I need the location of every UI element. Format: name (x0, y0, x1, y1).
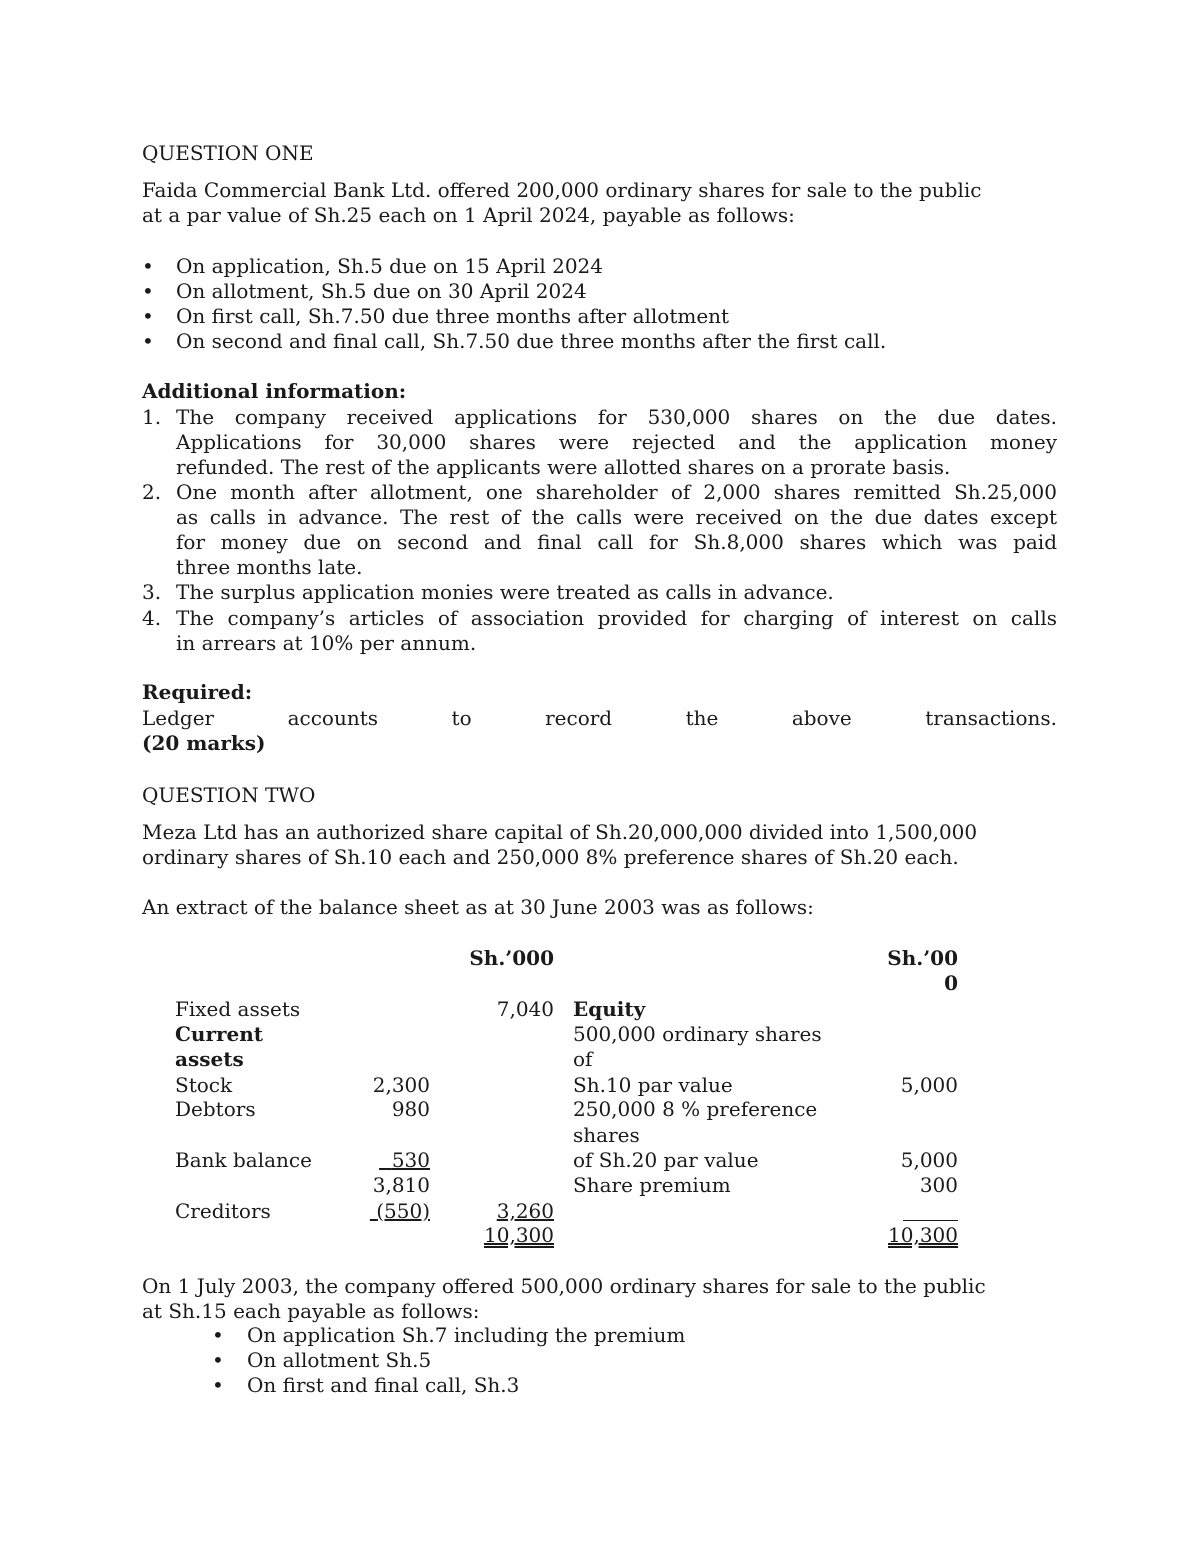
bank-balance-amount: 530 (391, 1148, 430, 1172)
offer-bullet-1: On application Sh.7 including the premium (247, 1323, 686, 1347)
q1-intro-line-2: at a par value of Sh.25 each on 1 April 2024, payable as follows: (142, 203, 795, 227)
question-one-heading: QUESTION ONE (142, 141, 314, 165)
debtors-label: Debtors (175, 1097, 256, 1121)
current-assets-subtotal: 3,810 (372, 1173, 430, 1197)
creditors-label: Creditors (175, 1199, 271, 1223)
required-text: Ledger accounts to record the above transactions. (142, 706, 1057, 730)
q1-intro-line-1: Faida Commercial Bank Ltd. offered 200,000 ordinary shares for sale to the public (142, 178, 982, 202)
preference-shares-line-1: 250,000 8 % preference (573, 1097, 818, 1121)
creditors-amount: (550) (376, 1199, 430, 1223)
preference-shares-line-2: shares (573, 1123, 640, 1147)
bullet-icon: • (142, 304, 154, 328)
ordinary-shares-value: 5,000 (900, 1073, 958, 1097)
offer-bullet-3: On first and final call, Sh.3 (247, 1373, 520, 1397)
item-2-line-1: One month after allotment, one shareholder of 2,000 shares remitted Sh.25,000 (176, 480, 1057, 504)
offer-bullet-2: On allotment Sh.5 (247, 1348, 432, 1372)
item-1-line-3: refunded. The rest of the applicants were allotted shares on a prorate basis. (176, 455, 951, 479)
creditors-value (340, 1199, 430, 1224)
right-total-value: 10,300 (888, 1223, 958, 1247)
q2-intro-line-2: ordinary shares of Sh.10 each and 250,000 8% preference shares of Sh.20 each. (142, 845, 959, 869)
q2-intro-line-1: Meza Ltd has an authorized share capital of Sh.20,000,000 divided into 1,500,000 (142, 820, 978, 844)
preference-shares-line-3: of Sh.20 par value (573, 1148, 759, 1172)
right-column-header-wrap: 0 (944, 971, 958, 995)
bullet-icon: • (212, 1323, 224, 1347)
question-two-heading: QUESTION TWO (142, 783, 316, 807)
current-assets-label: Current (175, 1022, 264, 1046)
item-2-line-3: for money due on second and final call for Sh.8,000 shares which was paid (176, 530, 1057, 554)
right-column-header: Sh.’00 (887, 946, 958, 970)
offer-line-2: at Sh.15 each payable as follows: (142, 1299, 480, 1323)
share-premium-value: 300 (919, 1173, 958, 1197)
bullet-icon: • (142, 254, 154, 278)
bank-balance-label: Bank balance (175, 1148, 312, 1172)
q1-bullet-3: On first call, Sh.7.50 due three months after allotment (176, 304, 730, 328)
q1-bullet-4: On second and final call, Sh.7.50 due three months after the first call. (176, 329, 887, 353)
q1-bullet-1: On application, Sh.5 due on 15 April 2024 (176, 254, 603, 278)
bullet-icon: • (212, 1373, 224, 1397)
current-assets-label-wrap: assets (175, 1047, 244, 1071)
item-4-line-1: The company’s articles of association provided for charging of interest on calls (176, 606, 1057, 630)
item-number: 1. (142, 405, 162, 429)
equity-label: Equity (573, 997, 646, 1021)
additional-info-heading: Additional information: (142, 379, 407, 403)
right-total-rule (903, 1220, 958, 1221)
ordinary-shares-line-1: 500,000 ordinary shares (573, 1022, 822, 1046)
bank-balance-value (340, 1148, 430, 1173)
item-4-line-2: in arrears at 10% per annum. (176, 631, 477, 655)
left-column-header: Sh.’000 (469, 946, 554, 970)
stock-label: Stock (175, 1073, 233, 1097)
fixed-assets-value: 7,040 (496, 997, 554, 1021)
left-total-value: 10,300 (484, 1223, 554, 1247)
stock-value: 2,300 (372, 1073, 430, 1097)
fixed-assets-label: Fixed assets (175, 997, 301, 1021)
marks-label: (20 marks) (142, 731, 266, 755)
bullet-icon: • (212, 1348, 224, 1372)
item-number: 3. (142, 580, 162, 604)
offer-line-1: On 1 July 2003, the company offered 500,000 ordinary shares for sale to the public (142, 1274, 986, 1298)
preference-shares-value: 5,000 (900, 1148, 958, 1172)
share-premium-label: Share premium (573, 1173, 731, 1197)
extract-line: An extract of the balance sheet as at 30 June 2003 was as follows: (142, 895, 814, 919)
q1-bullet-2: On allotment, Sh.5 due on 30 April 2024 (176, 279, 587, 303)
debtors-value: 980 (391, 1097, 430, 1121)
bullet-icon: • (142, 329, 154, 353)
item-1-line-2: Applications for 30,000 shares were rejected and the application money (176, 430, 1057, 454)
ordinary-shares-line-2: of (573, 1047, 593, 1071)
item-number: 2. (142, 480, 162, 504)
item-2-line-2: as calls in advance. The rest of the calls were received on the due dates except (176, 505, 1057, 529)
item-3-line-1: The surplus application monies were treated as calls in advance. (176, 580, 834, 604)
bullet-icon: • (142, 279, 154, 303)
item-2-line-4: three months late. (176, 555, 363, 579)
item-1-line-1: The company received applications for 530,000 shares on the due dates. (176, 405, 1057, 429)
net-current-assets-value: 3,260 (496, 1199, 554, 1223)
ordinary-shares-line-3: Sh.10 par value (573, 1073, 733, 1097)
item-number: 4. (142, 606, 162, 630)
required-heading: Required: (142, 680, 253, 704)
